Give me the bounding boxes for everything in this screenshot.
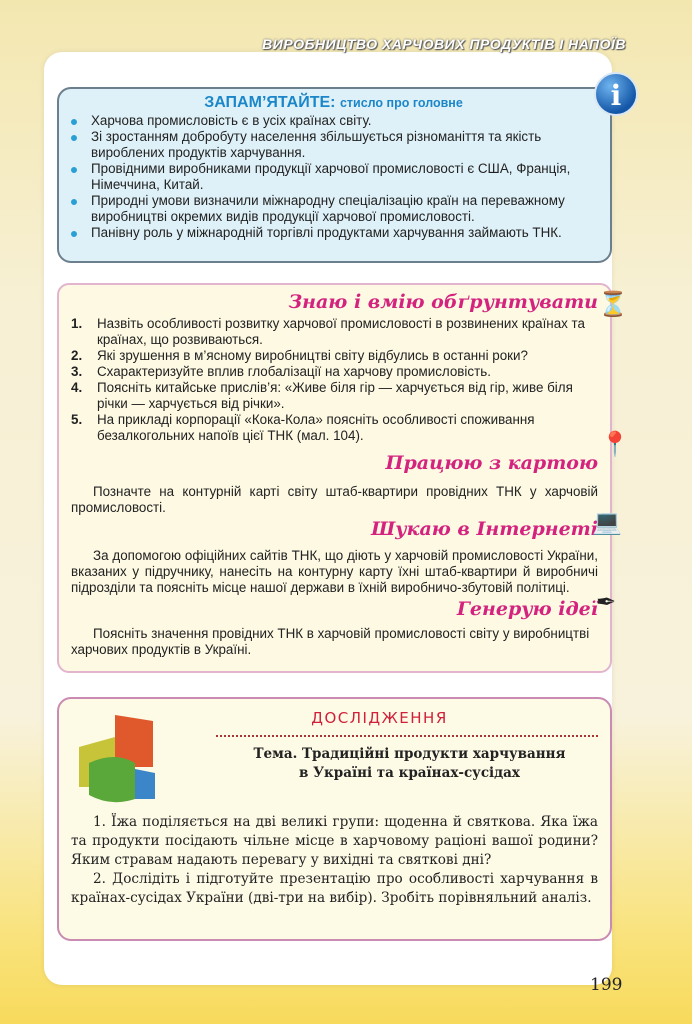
internet-text: За допомогою офіційних сайтів ТНК, що діють у харчовій промисловості України, вказаних у підручнику, нанесіть на контурну карту їхні штаб-квартири й виробничі підрозділи та поясніть місце нашої держави в їхній виробничо-збутовій політиці. [71, 548, 598, 595]
ideas-text: Поясніть значення провідних ТНК в харчовій промисловості світу у виробництві харчових продуктів в Україні. [71, 626, 590, 657]
list-item [71, 412, 598, 444]
internet-heading: Шукаю в Інтернеті [371, 518, 598, 540]
map-pin-icon: 📍 [600, 431, 630, 458]
list-item: Панівну роль у міжнародній торгівлі продуктами харчування займають ТНК. [69, 225, 598, 241]
know-heading: Знаю і вмію обґрунтувати [288, 291, 598, 313]
remember-list [69, 113, 598, 241]
item-number: 1. [71, 316, 83, 331]
item-number: 3. [71, 364, 83, 379]
map-heading: Працюю з картою [385, 452, 598, 474]
research-box [57, 697, 612, 941]
remember-box [57, 87, 612, 263]
research-heading: ДОСЛІДЖЕННЯ [311, 709, 448, 727]
remember-title-text: ЗАПАМ’ЯТАЙТЕ: [204, 94, 336, 111]
remember-subtitle: стисло про головне [339, 96, 463, 110]
list-item [71, 348, 598, 364]
item-number: 2. [71, 348, 83, 363]
research-paragraph: 2. Дослідіть і підготуйте презентацію про особливості харчування в країнах-сусідах України (дві-три на вибір). Зробіть порівняльний аналіз. [71, 871, 598, 906]
list-item: Зі зростанням добробуту населення збільшується різноманіття та якість вироблених продуктів харчування. [69, 129, 598, 161]
tasks-box [57, 283, 612, 673]
research-paragraph: 1. Їжа поділяється на дві великі групи: щоденна й святкова. Яка їжа та продукти посідають чільне місце в харчовому раціоні вашої родини? Яким стравам надають перевагу у вихідні та святкові дні? [71, 814, 598, 868]
laptop-icon: 💻 [592, 509, 622, 536]
item-text: Які зрушення в м’ясному виробництві світу відбулись в останні роки? [97, 348, 528, 363]
dotted-divider [216, 735, 598, 737]
ideas-heading: Генерую ідеї [456, 598, 598, 620]
pen-icon: ✒ [596, 589, 617, 616]
list-item [71, 316, 598, 348]
item-text: Поясніть китайське прислів’я: «Живе біля гір — харчується від гір, живе біля річки — харчується від річки». [97, 380, 573, 411]
research-theme [221, 745, 598, 783]
list-item: Природні умови визначили міжнародну спеціалізацію країн на переважному виробництві окремих видів продукції харчової промисловості. [69, 193, 598, 225]
running-header: ВИРОБНИЦТВО ХАРЧОВИХ ПРОДУКТІВ І НАПОЇВ [262, 36, 626, 52]
list-item [71, 380, 598, 412]
list-item [71, 364, 598, 380]
item-number: 5. [71, 412, 83, 427]
item-text: На прикладі корпорації «Кока-Кола» поясніть особливості споживання безалкогольних напоїв цієї ТНК (мал. 104). [97, 412, 535, 443]
list-item: Провідними виробниками продукції харчової промисловості є США, Франція, Німеччина, Китай. [69, 161, 598, 193]
map-text: Позначте на контурній карті світу штаб-квартири провідних ТНК у харчовій промисловості. [71, 484, 598, 515]
list-item: Харчова промисловість є в усіх країнах світу. [69, 113, 598, 129]
info-icon: i [594, 72, 638, 116]
page-number: 199 [590, 975, 623, 995]
item-text: Назвіть особливості розвитку харчової промисловості в розвинених країнах та країнах, що розвиваються. [97, 316, 585, 347]
theme-line: в Україні та країнах-сусідах [299, 765, 520, 781]
questions-list [71, 316, 598, 444]
remember-title [69, 95, 598, 111]
item-text: Схарактеризуйте вплив глобалізації на харчову промисловість. [97, 364, 491, 379]
theme-line: Тема. Традиційні продукти харчування [253, 746, 566, 762]
hourglass-icon: ⏳ [598, 291, 628, 318]
pie-chart-icon [75, 707, 155, 803]
item-number: 4. [71, 380, 83, 395]
